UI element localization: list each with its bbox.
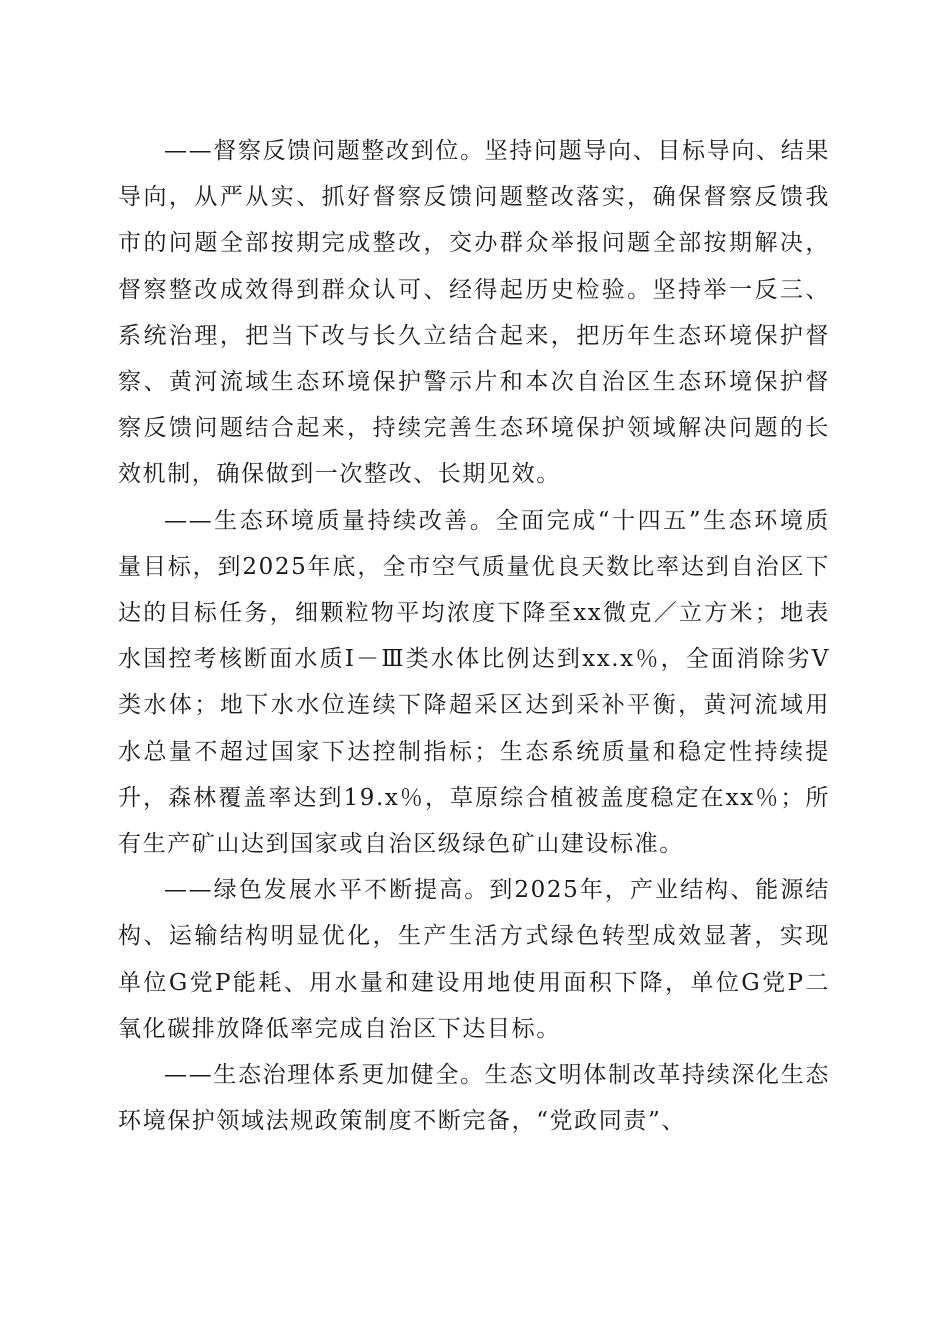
paragraph-green-development: ——绿色发展水平不断提高。到2025年，产业结构、能源结构、运输结构明显优化，生产生活方式绿色转型成效显著，实现单位G党P能耗、用水量和建设用地使用面积下降，单位G党P二氧化碳排放降低率完成自治区下达目标。 — [118, 877, 830, 1042]
paragraph-supervision-rectification: ——督察反馈问题整改到位。坚持问题导向、目标导向、结果导向，从严从实、抓好督察反馈问题整改落实，确保督察反馈我市的问题全部按期完成整改，交办群众举报问题全部按期解决，督察整改成效得到群众认可、经得起历史检验。坚持举一反三、系统治理，把当下改与长久立结合起来，把历年生态环境保护督察、黄河流域生态环境保护警示片和本次自治区生态环境保护督察反馈问题结合起来，持续完善生态环境保护领域解决问题的长效机制，确保做到一次整改、长期见效。 — [118, 138, 830, 488]
paragraph-governance-system: ——生态治理体系更加健全。生态文明体制改革持续深化生态环境保护领域法规政策制度不断完备，“党政同责”、 — [118, 1062, 830, 1135]
document-body — [118, 128, 830, 1144]
paragraph-environment-quality: ——生态环境质量持续改善。全面完成“十四五”生态环境质量目标，到2025年底，全市空气质量优良天数比率达到自治区下达的目标任务，细颗粒物平均浓度下降至xx微克／立方米；地表水国控考核断面水质Ⅰ－Ⅲ类水体比例达到xx.x％，全面消除劣Ⅴ类水体；地下水水位连续下降超采区达到采补平衡，黄河流域用水总量不超过国家下达控制指标；生态系统质量和稳定性持续提升，森林覆盖率达到19.x％，草原综合植被盖度稳定在xx％；所有生产矿山达到国家或自治区级绿色矿山建设标准。 — [118, 507, 830, 858]
